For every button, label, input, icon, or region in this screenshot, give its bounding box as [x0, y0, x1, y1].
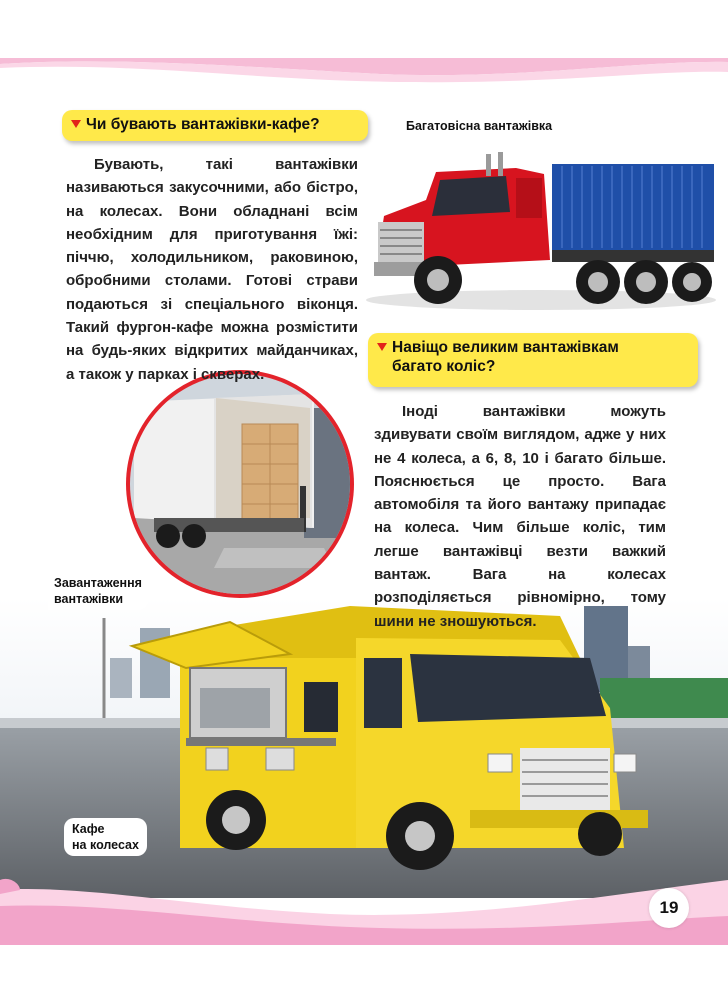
- multi-axle-truck-image: [366, 150, 718, 312]
- page-number: 19: [649, 888, 689, 928]
- heading-text-line1: Навіщо великим вантажівкам: [392, 339, 619, 356]
- caption-line2: на колесах: [72, 838, 139, 852]
- heading-text: Чи бувають вантажівки-кафе?: [86, 116, 320, 133]
- caption-line1: Завантаження: [54, 576, 142, 590]
- caption-line2: вантажівки: [54, 592, 124, 606]
- truck-loading-image: [124, 368, 356, 600]
- bottom-pink-band: [0, 850, 728, 945]
- heading-cafe-trucks: [62, 110, 368, 141]
- caption-truck-loading: [48, 572, 148, 610]
- caption-line1: Кафе: [72, 822, 105, 836]
- heading-many-wheels: [368, 333, 698, 387]
- caption-cafe-on-wheels: [64, 818, 147, 856]
- paragraph-cafe-trucks: Бувають, такі вантажівки називаються закусочними, або бістро, на колесах. Вони обладнані всім необхідним для приготування їжі: піччю, холодильником, раковиною, обробними столами. Готові страви подаються зі спеціального віконця. Такий фургон-кафе можна розмістити на будь-яких відкритих майданчиках, а також у парках і скверах.: [66, 156, 358, 383]
- caption-multi-axle-truck: Багатовісна вантажівка: [406, 119, 553, 133]
- heading-text-line2: багато коліс?: [392, 358, 496, 375]
- top-pink-band: [0, 58, 728, 98]
- paragraph-many-wheels: Іноді вантажівки можуть здивувати своїм виглядом, адже у них не 4 колеса, а 6, 8, 10 і багато більше. Пояснюється це просто. Вага автомобіля та його вантажу припадає на колеса. Чим більше коліс, тим легше вантажівці везти важкий вантаж. Вага на колесах розподіляється рівномірно, тому шини не зношуються.: [374, 403, 666, 630]
- red-triangle-icon: [377, 343, 387, 351]
- red-triangle-icon: [71, 120, 81, 128]
